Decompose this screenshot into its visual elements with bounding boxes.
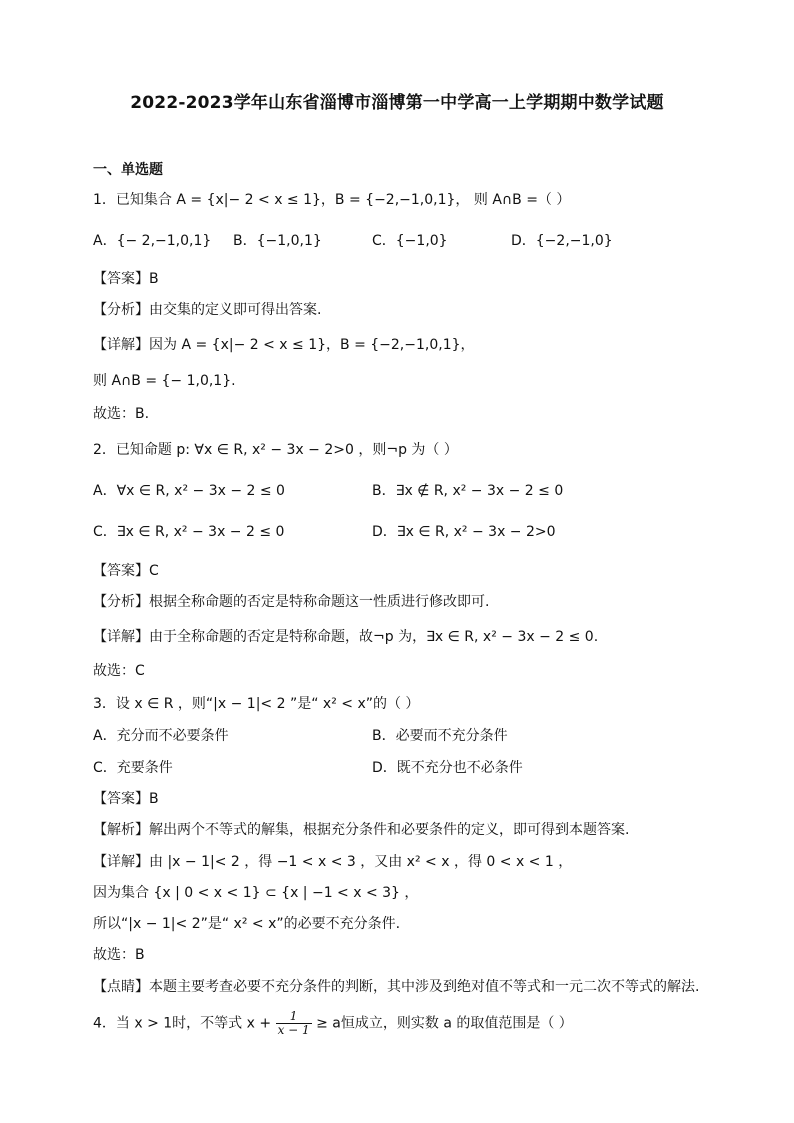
question-1-choice: 故选：B. [93,406,150,422]
question-1-option-c: C．{−1,0} [372,233,448,249]
question-1-option-b: B．{−1,0,1} [233,233,322,249]
question-3-stem: 3．设 x ∈ R ，则“|x − 1|< 2 ”是“ x² < x”的（ ） [93,696,420,712]
question-1-stem: 1．已知集合 A = {x|− 2 < x ≤ 1}，B = {−2,−1,0,1}， 则 A∩B =（ ） [93,192,571,208]
question-2-detail: 【详解】由于全称命题的否定是特称命题，故¬p 为，∃x ∈ R, x² − 3x − 2 ≤ 0. [93,629,599,645]
fraction-numerator: 1 [276,1010,312,1024]
question-2-option-a: A．∀x ∈ R, x² − 3x − 2 ≤ 0 [93,483,285,499]
question-1-option-d: D．{−2,−1,0} [511,233,613,249]
question-3-option-a: A．充分而不必要条件 [93,728,229,744]
page-title: 2022-2023学年山东省淄博市淄博第一中学高一上学期期中数学试题 [130,93,664,113]
question-3-answer: 【答案】B [93,791,159,807]
question-3-detail-2: 因为集合 {x | 0 < x < 1} ⊂ {x | −1 < x < 3} ， [93,885,419,901]
question-2-option-d: D．∃x ∈ R, x² − 3x − 2>0 [372,524,556,540]
question-2-stem: 2．已知命题 p: ∀x ∈ R, x² − 3x − 2>0 ，则¬p 为（ ） [93,442,458,458]
question-2-option-c: C．∃x ∈ R, x² − 3x − 2 ≤ 0 [93,524,285,540]
question-4-stem [93,1010,573,1037]
section-heading: 一、单选题 [93,162,163,178]
fraction [276,1010,312,1037]
question-1-option-a: A．{− 2,−1,0,1} [93,233,212,249]
question-1-analysis: 【分析】由交集的定义即可得出答案. [93,302,322,318]
question-2-option-b: B．∃x ∉ R, x² − 3x − 2 ≤ 0 [372,483,564,499]
question-3-analysis: 【解析】解出两个不等式的解集，根据充分条件和必要条件的定义，即可得到本题答案. [93,822,630,838]
question-2-answer: 【答案】C [93,563,159,579]
fraction-denominator: x − 1 [277,1023,310,1037]
question-2-analysis: 【分析】根据全称命题的否定是特称命题这一性质进行修改即可. [93,594,490,610]
question-3-option-d: D．既不充分也不必条件 [372,760,523,776]
question-4-stem-end: ≥ a恒成立，则实数 a 的取值范围是（ ） [316,1015,573,1032]
question-3-option-b: B．必要而不充分条件 [372,728,508,744]
question-3-choice: 故选：B [93,947,145,963]
question-1-detail: 【详解】因为 A = {x|− 2 < x ≤ 1}，B = {−2,−1,0,1}， [93,337,475,353]
question-4-stem-start: 4．当 x > 1时，不等式 x + [93,1015,272,1032]
question-2-choice: 故选：C [93,663,145,679]
question-3-detail: 【详解】由 |x − 1|< 2 ，得 −1 < x < 3 ，又由 x² < x ，得 0 < x < 1 ， [93,854,573,870]
question-3-option-c: C．充要条件 [93,760,173,776]
question-3-remark: 【点睛】本题主要考查必要不充分条件的判断，其中涉及到绝对值不等式和一元二次不等式的解法. [93,979,700,995]
question-1-answer: 【答案】B [93,271,159,287]
question-1-detail-2: 则 A∩B = {− 1,0,1}. [93,373,236,389]
question-3-detail-3: 所以“|x − 1|< 2”是“ x² < x”的必要不充分条件. [93,916,401,932]
